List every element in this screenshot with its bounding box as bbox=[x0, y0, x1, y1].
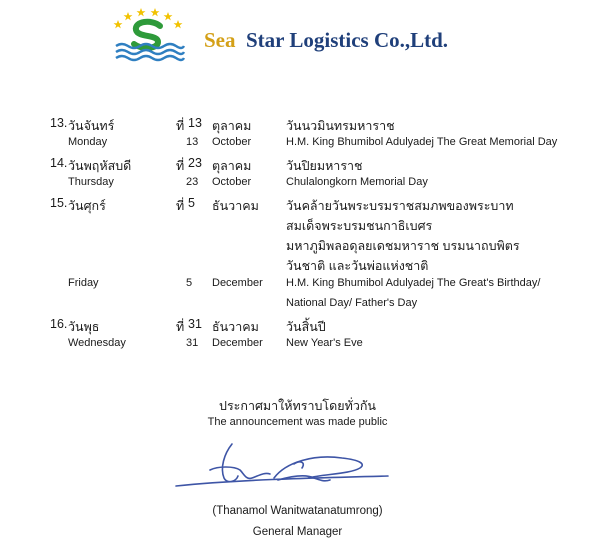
signer-name: (Thanamol Wanitwatanatumrong) bbox=[212, 505, 383, 517]
announcement-thai: ประกาศมาให้ทราบโดยทั่วกัน bbox=[219, 399, 376, 413]
holiday-number: 14. bbox=[50, 156, 68, 170]
holiday-month-thai: ธันวาคม bbox=[212, 199, 259, 213]
holiday-month-english: October bbox=[212, 176, 252, 188]
holiday-month-english: December bbox=[212, 277, 263, 289]
holiday-day-thai: วันพฤหัสบดี bbox=[68, 159, 132, 173]
holiday-number: 13. bbox=[50, 116, 68, 130]
holiday-month-english: October bbox=[212, 136, 252, 148]
holiday-14-thai-row bbox=[0, 156, 595, 176]
holiday-date: 31 bbox=[186, 337, 199, 349]
company-name-rest: Star Logistics Co.,Ltd. bbox=[246, 28, 449, 52]
holiday-event-english: Chulalongkorn Memorial Day bbox=[286, 176, 428, 188]
holiday-15-thai-continuation bbox=[0, 216, 595, 236]
holiday-date: 31 bbox=[188, 317, 202, 331]
holiday-event-english: H.M. King Bhumibol Adulyadej The Great's Birthday/ bbox=[286, 277, 541, 289]
holiday-event-english: New Year's Eve bbox=[286, 337, 363, 349]
holiday-event-english: National Day/ Father's Day bbox=[286, 297, 418, 309]
holiday-date: 23 bbox=[188, 156, 202, 170]
holiday-day-thai: วันจันทร์ bbox=[68, 119, 115, 133]
holiday-number: 16. bbox=[50, 317, 68, 331]
holiday-15-thai-continuation bbox=[0, 256, 595, 276]
holiday-day-thai: วันพุธ bbox=[68, 320, 100, 334]
holiday-day-english: Friday bbox=[68, 277, 99, 289]
company-logo bbox=[108, 6, 188, 62]
holiday-event-thai: สมเด็จพระบรมชนกาธิเบศร bbox=[286, 219, 433, 233]
holiday-event-thai: วันปิยมหาราช bbox=[286, 159, 363, 173]
holiday-date: 23 bbox=[186, 176, 199, 188]
holiday-number: 15. bbox=[50, 196, 68, 210]
holiday-date: 5 bbox=[186, 277, 193, 289]
signature bbox=[174, 440, 390, 490]
signer-position: General Manager bbox=[252, 526, 343, 538]
company-name-sea: Sea bbox=[204, 28, 236, 52]
holiday-date: 5 bbox=[188, 196, 195, 210]
holiday-event-thai: มหาภูมิพลอดุลยเดชมหาราช บรมนาถบพิตร bbox=[286, 239, 520, 253]
holiday-month-thai: ตุลาคม bbox=[212, 119, 252, 133]
holiday-month-thai: ธันวาคม bbox=[212, 320, 259, 334]
holiday-month-thai: ตุลาคม bbox=[212, 159, 252, 173]
holiday-date-prefix: ที่ bbox=[176, 320, 185, 334]
holiday-day-english: Thursday bbox=[68, 176, 114, 188]
holiday-15-thai-row bbox=[0, 196, 595, 216]
holiday-month-english: December bbox=[212, 337, 263, 349]
holiday-13-english-row bbox=[0, 136, 595, 156]
holiday-day-thai: วันศุกร์ bbox=[68, 199, 106, 213]
holiday-date: 13 bbox=[188, 116, 202, 130]
logo-stars bbox=[114, 8, 183, 28]
holiday-15-thai-continuation bbox=[0, 236, 595, 256]
announcement-english: The announcement was made public bbox=[207, 416, 388, 428]
holiday-14-english-row bbox=[0, 176, 595, 196]
holiday-event-thai: วันชาติ และวันพ่อแห่งชาติ bbox=[286, 259, 429, 273]
holiday-13-thai-row bbox=[0, 116, 595, 136]
holiday-date-prefix: ที่ bbox=[176, 199, 185, 213]
holiday-event-english: H.M. King Bhumibol Adulyadej The Great Memorial Day bbox=[286, 136, 558, 148]
holiday-day-english: Wednesday bbox=[68, 337, 126, 349]
holiday-15-english-continuation bbox=[0, 297, 595, 317]
holiday-16-english-row bbox=[0, 337, 595, 357]
holiday-event-thai: วันคล้ายวันพระบรมราชสมภพของพระบาท bbox=[286, 199, 514, 213]
holiday-date-prefix: ที่ bbox=[176, 159, 185, 173]
holiday-16-thai-row bbox=[0, 317, 595, 337]
holiday-date: 13 bbox=[186, 136, 199, 148]
holiday-15-english-row bbox=[0, 277, 595, 297]
holiday-day-english: Monday bbox=[68, 136, 108, 148]
holiday-date-prefix: ที่ bbox=[176, 119, 185, 133]
holiday-event-thai: วันสิ้นปี bbox=[286, 320, 326, 334]
company-name bbox=[204, 28, 448, 53]
holiday-event-thai: วันนวมินทรมหาราช bbox=[286, 119, 395, 133]
